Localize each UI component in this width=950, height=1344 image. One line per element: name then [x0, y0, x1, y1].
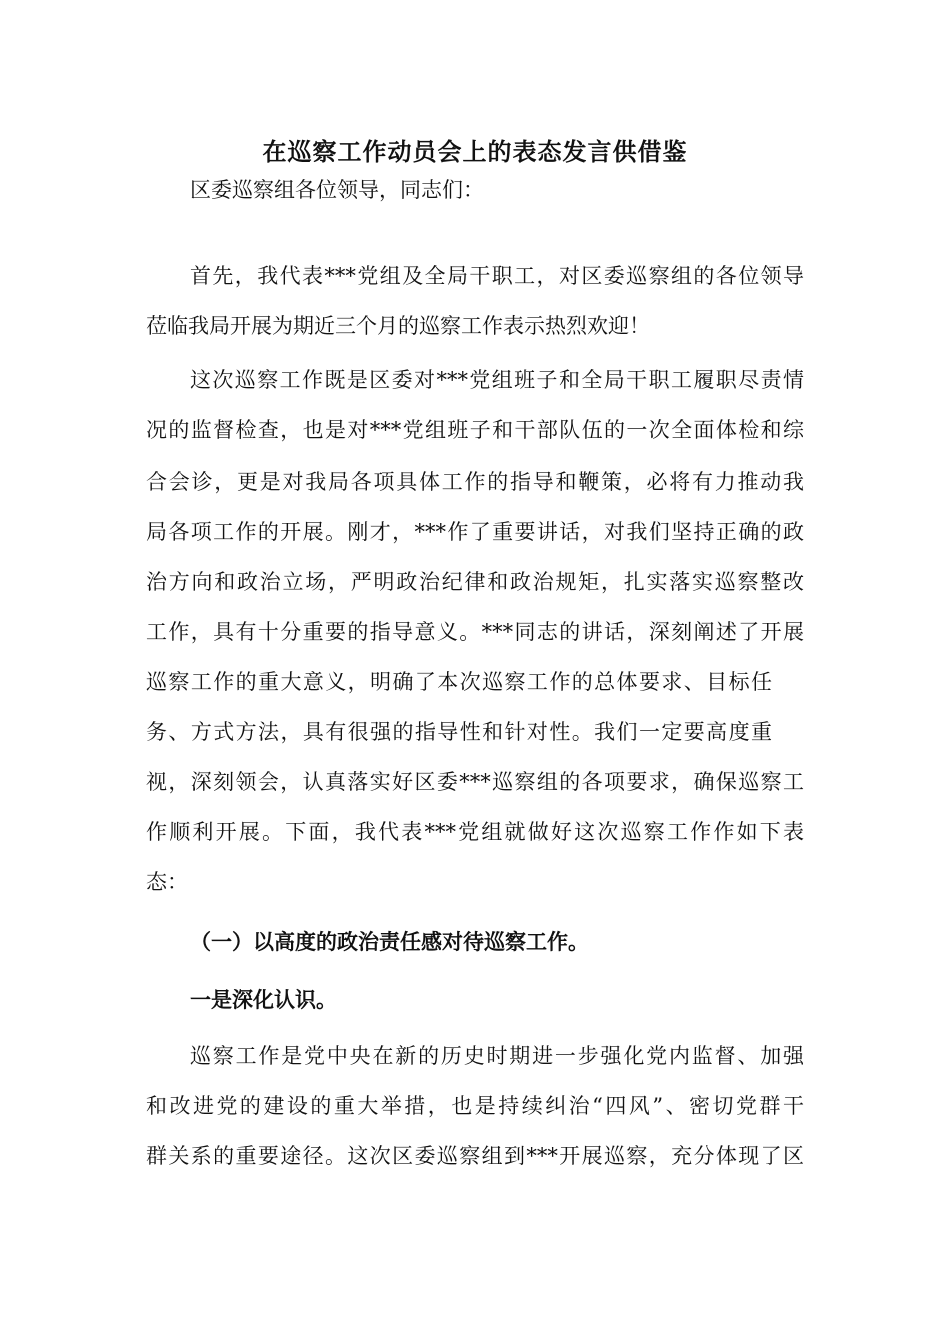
paragraph-line: 巡察工作的重大意义，明确了本次巡察工作的总体要求、目标任 — [146, 670, 772, 694]
paragraph-line: 工作，具有十分重要的指导意义。***同志的讲话，深刻阐述了开展 — [146, 620, 804, 644]
paragraph-line: 合会诊，更是对我局各项具体工作的指导和鞭策，必将有力推动我 — [146, 470, 804, 494]
paragraph-line: 巡察工作是党中央在新的历史时期进一步强化党内监督、加强 — [190, 1044, 804, 1068]
document-title: 在巡察工作动员会上的表态发言供借鉴 — [262, 137, 688, 166]
salutation: 区委巡察组各位领导，同志们： — [190, 178, 484, 202]
section-heading: （一）以高度的政治责任感对待巡察工作。 — [190, 929, 589, 954]
paragraph-line: 务、方式方法，具有很强的指导性和针对性。我们一定要高度重 — [146, 720, 772, 744]
paragraph-line: 况的监督检查，也是对***党组班子和干部队伍的一次全面体检和综 — [146, 418, 804, 442]
paragraph-line: 莅临我局开展为期近三个月的巡察工作表示热烈欢迎！ — [146, 314, 650, 338]
paragraph-line: 视，深刻领会，认真落实好区委***巡察组的各项要求，确保巡察工 — [146, 770, 804, 794]
paragraph-line: 作顺利开展。下面，我代表***党组就做好这次巡察工作作如下表 — [146, 820, 804, 844]
paragraph-line: 和改进党的建设的重大举措，也是持续纠治“四风”、密切党群干 — [146, 1094, 804, 1118]
paragraph-line: 群关系的重要途径。这次区委巡察组到***开展巡察，充分体现了区 — [146, 1144, 804, 1168]
subsection-heading: 一是深化认识。 — [190, 987, 337, 1012]
paragraph-line: 态： — [146, 870, 188, 894]
paragraph-line: 局各项工作的开展。刚才，***作了重要讲话，对我们坚持正确的政 — [146, 520, 804, 544]
paragraph-line: 这次巡察工作既是区委对***党组班子和全局干职工履职尽责情 — [190, 368, 804, 392]
paragraph-line: 首先，我代表***党组及全局干职工，对区委巡察组的各位领导 — [190, 264, 804, 288]
paragraph-line: 治方向和政治立场，严明政治纪律和政治规矩，扎实落实巡察整改 — [146, 570, 804, 594]
